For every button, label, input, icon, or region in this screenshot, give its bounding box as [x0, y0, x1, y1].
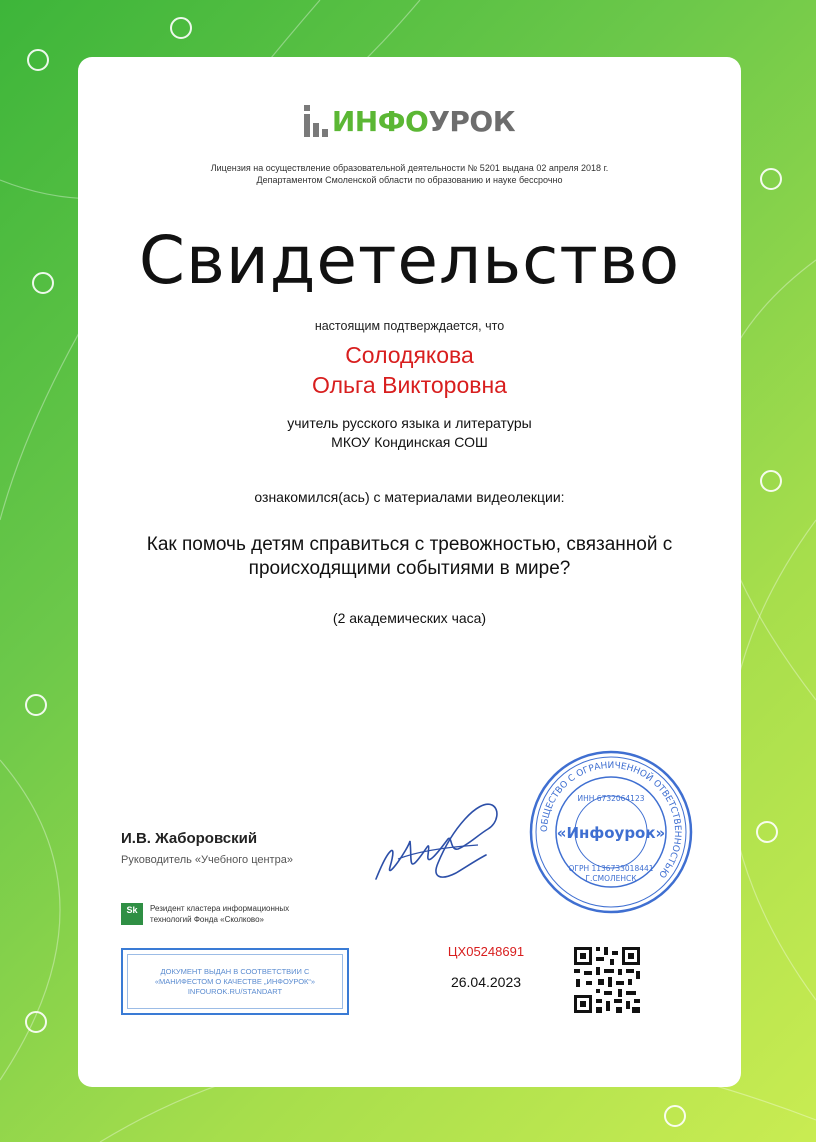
svg-text:«Инфоурок»: «Инфоурок»: [556, 824, 666, 842]
company-stamp: [526, 747, 696, 917]
infourok-logo: [78, 101, 741, 141]
course-title: Как помочь детям справиться с тревожностью, связанной с происходящими событиями в мире?: [146, 534, 673, 579]
certificate-card: [78, 57, 741, 1087]
familiar-text: ознакомился(ась) с материалами видеолекции:: [254, 489, 565, 505]
certificate-title: Свидетельство: [138, 222, 681, 299]
issue-date: 26.04.2023: [450, 974, 522, 990]
license-text: Лицензия на осуществление образовательной деятельности № 5201 выдана 02 апреля 2018 г. Департаментом Смоленской области по образованию и науке бессрочно: [210, 163, 609, 185]
course-hours: (2 академических часа): [332, 610, 487, 626]
person-surname: Солодякова: [345, 342, 474, 368]
confirm-text: настоящим подтверждается, что: [314, 319, 505, 333]
director-name: И.В. Жаборовский: [121, 830, 258, 847]
certificate-code: ЦХ05248691: [447, 944, 525, 959]
quality-manifest-badge: ДОКУМЕНТ ВЫДАН В СООТВЕТСТВИИ С «МАНИФЕСТОМ О КАЧЕСТВЕ „ИНФОУРОК“» INFOUROK.RU/STANDART: [121, 948, 349, 1015]
person-position: [78, 414, 741, 452]
skolkovo-logo: Sk: [121, 903, 143, 925]
director-role: Руководитель «Учебного центра»: [121, 854, 293, 866]
svg-text:ИНН 6732064123: ИНН 6732064123: [577, 794, 645, 803]
svg-text:Г.СМОЛЕНСК: Г.СМОЛЕНСК: [585, 874, 637, 883]
signature-image: [368, 789, 508, 899]
person-name: [78, 340, 741, 400]
logo-mark-icon: [304, 105, 328, 137]
logo-text-urok: УРОК: [428, 104, 516, 138]
person-school: МКОУ Кондинская СОШ: [331, 434, 488, 450]
skolkovo-text: Резидент кластера информационных технологий Фонда «Сколково»: [150, 904, 290, 924]
person-role: учитель русского языка и литературы: [287, 415, 532, 431]
svg-text:ОБЩЕСТВО С ОГРАНИЧЕННОЙ ОТВЕТС: ОБЩЕСТВО С ОГРАНИЧЕННОЙ ОТВЕТСТВЕННОСТЬЮ: [539, 760, 683, 880]
person-given-name: Ольга Викторовна: [312, 372, 507, 398]
logo-text-info: ИНФО: [331, 104, 429, 138]
qr-code-icon: [572, 945, 642, 1015]
svg-text:ОГРН 1136733018441: ОГРН 1136733018441: [568, 864, 654, 873]
